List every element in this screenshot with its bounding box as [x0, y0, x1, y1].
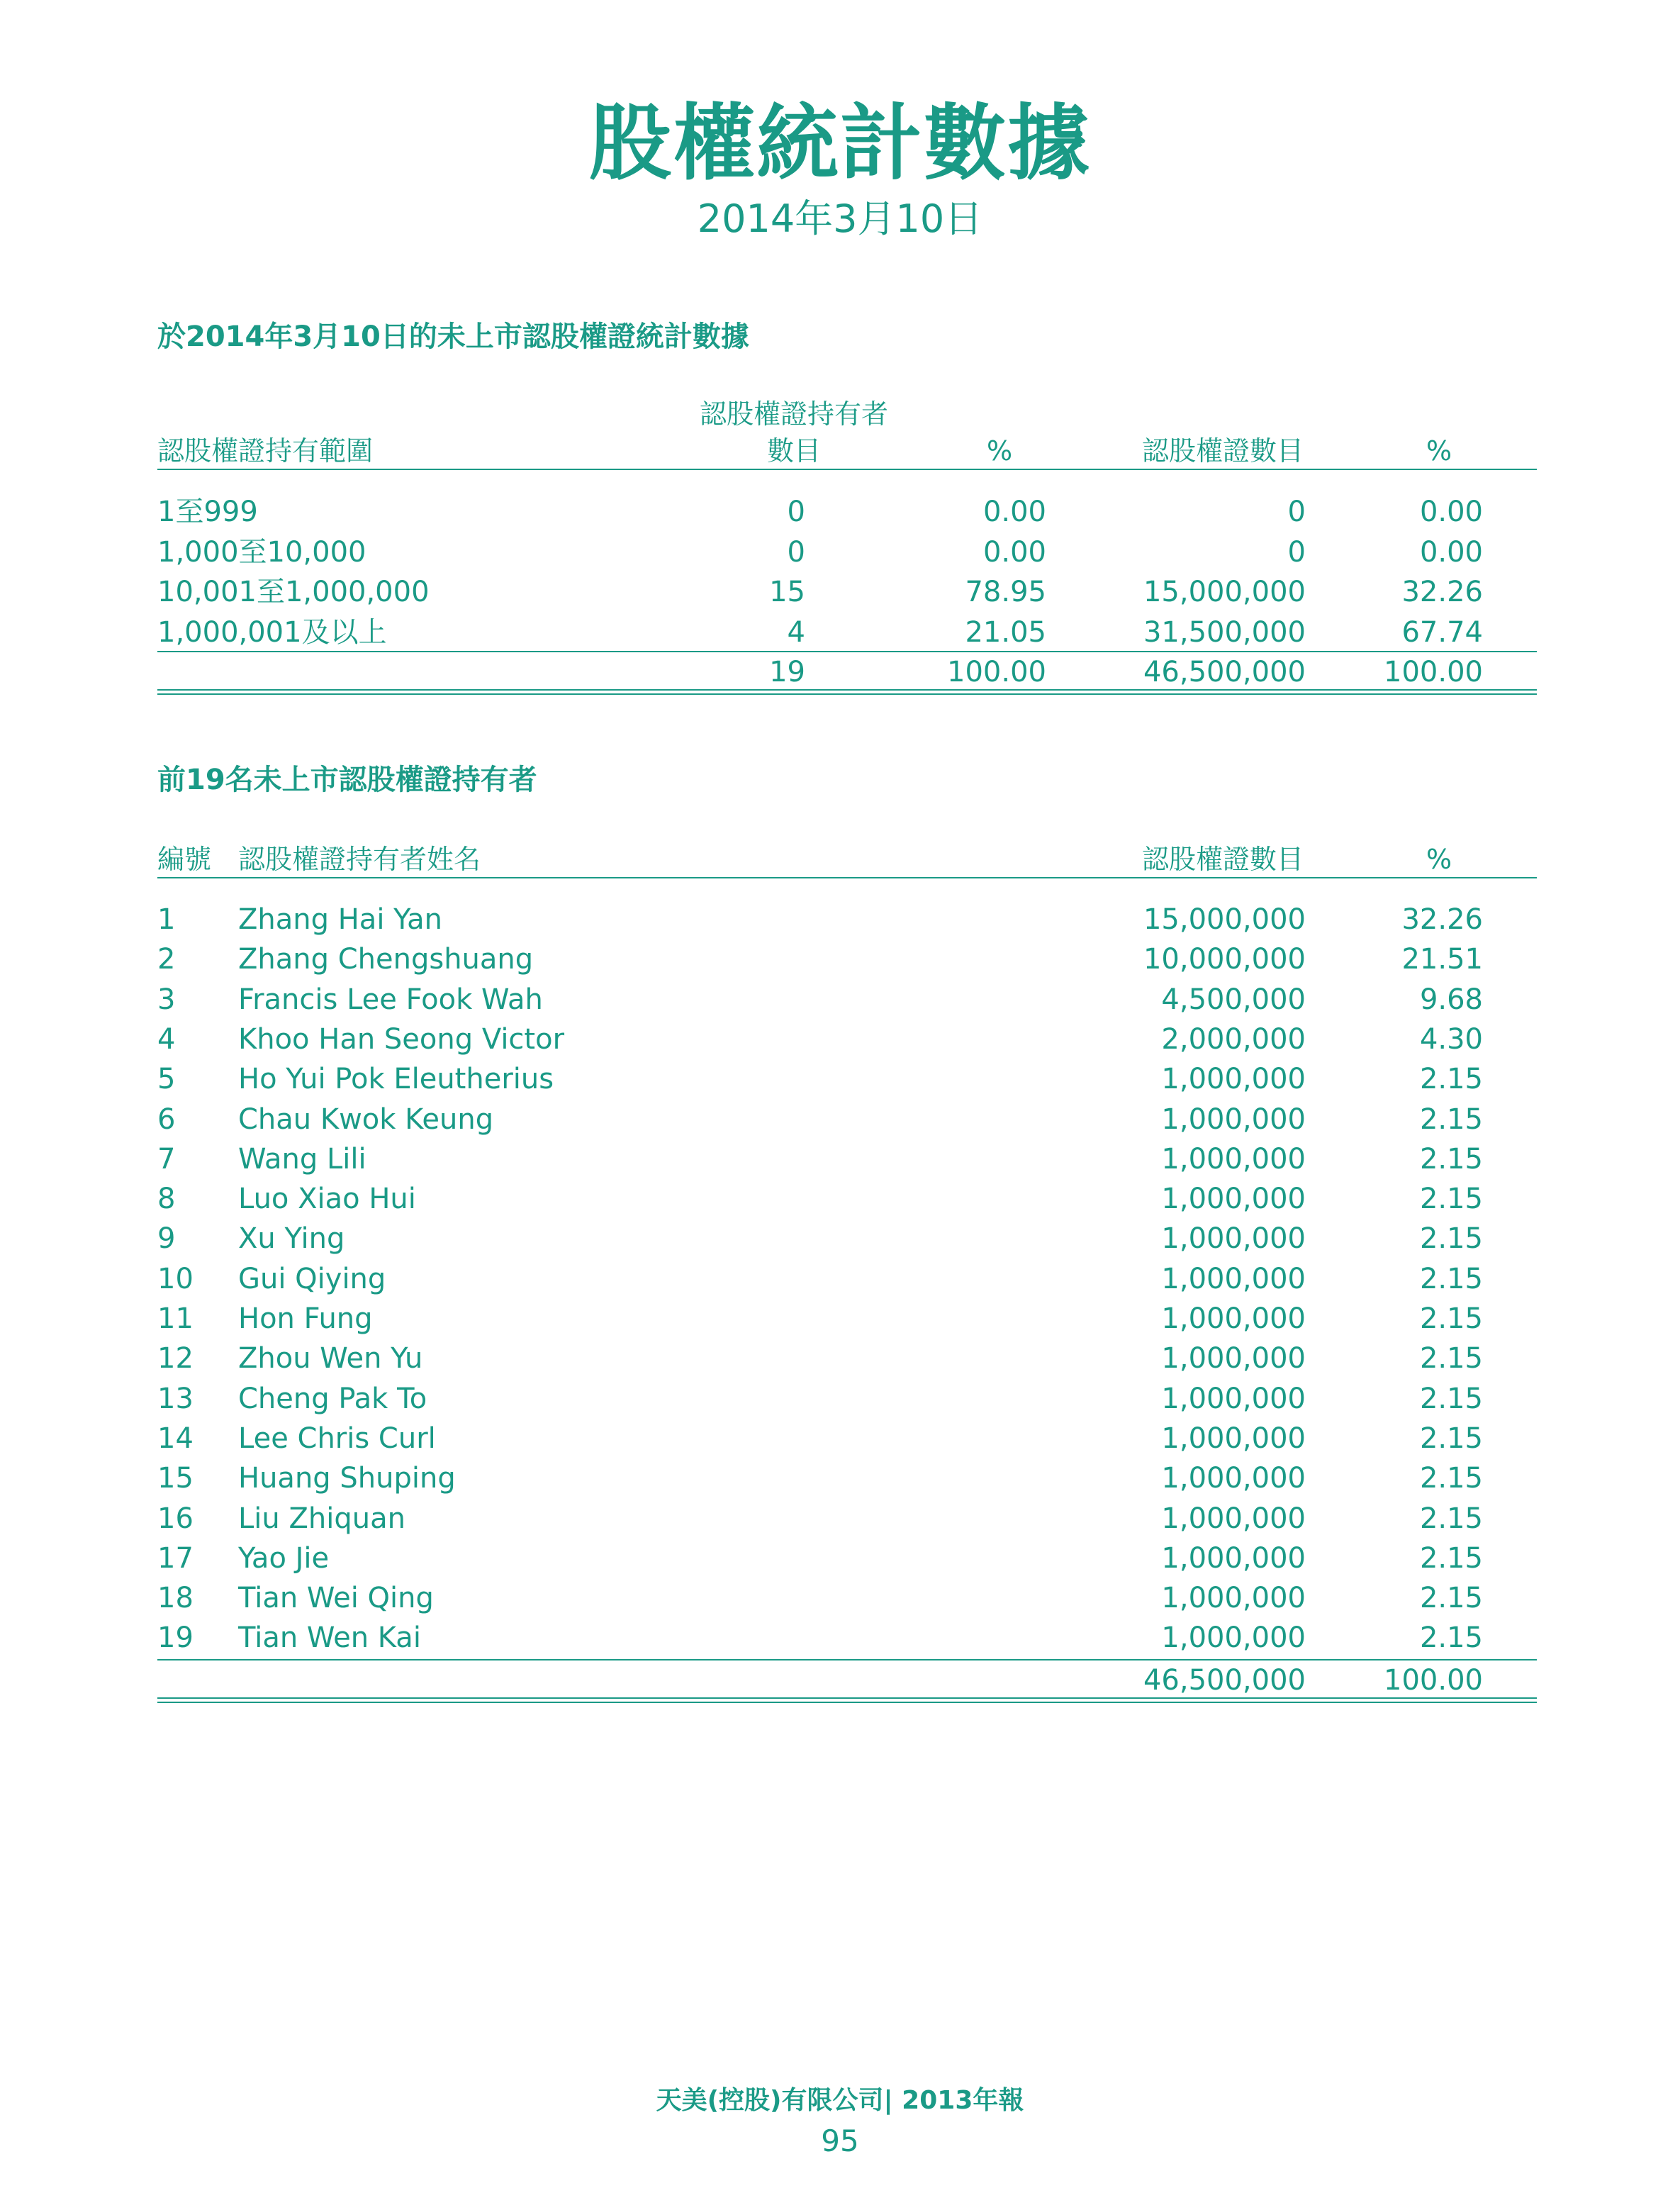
- pct-cell: 2.15: [1419, 1382, 1483, 1415]
- range-cell: 1,000至10,000: [157, 535, 366, 569]
- pct-cell: 2.15: [1419, 1183, 1483, 1216]
- holder-name: Tian Wen Kai: [238, 1622, 421, 1655]
- holder-name: Xu Ying: [238, 1222, 345, 1256]
- holder-name: Huang Shuping: [238, 1462, 456, 1495]
- warrants-cell: 1,000,000: [1161, 1222, 1306, 1256]
- row-number: 9: [157, 1222, 176, 1256]
- total-pct2: 100.00: [1384, 656, 1483, 688]
- holders-cell: 0: [787, 496, 805, 528]
- holder-name: Zhang Hai Yan: [238, 903, 442, 936]
- pct-cell: 2.15: [1419, 1462, 1483, 1495]
- pct-cell: 4.30: [1419, 1022, 1483, 1056]
- double-rule-bottom: [157, 693, 1537, 695]
- holders-cell: 0: [787, 535, 805, 569]
- section2-title: 前19名未上市認股權證持有者: [157, 764, 537, 796]
- section1-title: 於2014年3月10日的未上市認股權證統計數據: [157, 320, 749, 353]
- pct-cell: 9.68: [1419, 983, 1483, 1016]
- total-holders: 19: [769, 656, 805, 688]
- pct-cell: 2.15: [1419, 1142, 1483, 1176]
- pct-cell: 2.15: [1419, 1502, 1483, 1535]
- holder-name: Francis Lee Fook Wah: [238, 983, 543, 1016]
- holder-name: Cheng Pak To: [238, 1382, 427, 1415]
- holders-cell: 15: [769, 576, 805, 608]
- header-pct-2: %: [1426, 844, 1452, 875]
- range-cell: 10,001至1,000,000: [157, 576, 430, 608]
- warrants-cell: 1,000,000: [1161, 1541, 1306, 1575]
- pct-cell: 2.15: [1419, 1103, 1483, 1136]
- warrants-cell: 1,000,000: [1161, 1502, 1306, 1535]
- pct-cell: 2.15: [1419, 1222, 1483, 1256]
- holder-name: Hon Fung: [238, 1302, 373, 1335]
- total-warrants-2: 46,500,000: [1143, 1664, 1306, 1697]
- row-number: 3: [157, 983, 176, 1016]
- holder-name: Zhou Wen Yu: [238, 1342, 423, 1375]
- pct-cell: 2.15: [1419, 1622, 1483, 1655]
- header-holders-line2: 數目: [766, 435, 821, 467]
- pct-cell: 32.26: [1401, 903, 1483, 936]
- warrants-cell: 4,500,000: [1161, 983, 1306, 1016]
- warrants-cell: 1,000,000: [1161, 1183, 1306, 1216]
- header-warrants-2: 認股權證數目: [1141, 844, 1304, 875]
- pct-cell: 2.15: [1419, 1262, 1483, 1295]
- warrants-cell: 1,000,000: [1161, 1382, 1306, 1415]
- pct-cell: 2.15: [1419, 1541, 1483, 1575]
- pct2-cell: 0.00: [1419, 496, 1483, 528]
- header-no: 編號: [157, 844, 212, 875]
- header-pct2: %: [1426, 435, 1452, 467]
- row-number: 13: [157, 1382, 194, 1415]
- row-number: 1: [157, 903, 176, 936]
- page-date: 2014年3月10日: [697, 196, 983, 241]
- holder-name: Ho Yui Pok Eleutherius: [238, 1063, 554, 1096]
- double-rule-top-2: [157, 1697, 1537, 1699]
- warrants-cell: 1,000,000: [1161, 1063, 1306, 1096]
- row-number: 5: [157, 1063, 176, 1096]
- total-pct-2: 100.00: [1384, 1664, 1483, 1697]
- pct1-cell: 0.00: [982, 496, 1046, 528]
- row-number: 8: [157, 1183, 176, 1216]
- row-number: 10: [157, 1262, 194, 1295]
- warrants-cell: 2,000,000: [1161, 1022, 1306, 1056]
- row-number: 14: [157, 1422, 194, 1455]
- page-number: 95: [821, 2123, 859, 2158]
- header-name: 認股權證持有者姓名: [238, 844, 481, 875]
- row-number: 19: [157, 1622, 194, 1655]
- warrants-cell: 1,000,000: [1161, 1462, 1306, 1495]
- pct-cell: 2.15: [1419, 1063, 1483, 1096]
- holder-name: Chau Kwok Keung: [238, 1103, 494, 1136]
- pct-cell: 2.15: [1419, 1422, 1483, 1455]
- total-pct1: 100.00: [947, 656, 1046, 688]
- holder-name: Khoo Han Seong Victor: [238, 1022, 565, 1056]
- header-holders-line1: 認股權證持有者: [699, 398, 888, 430]
- pct-cell: 21.51: [1401, 943, 1483, 976]
- warrants-cell: 1,000,000: [1161, 1262, 1306, 1295]
- header-warrants: 認股權證數目: [1141, 435, 1304, 467]
- range-cell: 1至999: [157, 496, 258, 528]
- row-number: 15: [157, 1462, 194, 1495]
- row-number: 6: [157, 1103, 176, 1136]
- warrants-cell: 15,000,000: [1143, 576, 1306, 608]
- warrants-cell: 1,000,000: [1161, 1103, 1306, 1136]
- row-number: 11: [157, 1302, 194, 1335]
- warrants-cell: 0: [1287, 535, 1306, 569]
- pct-cell: 2.15: [1419, 1582, 1483, 1615]
- page-title: 股權統計數據: [589, 96, 1091, 191]
- row-number: 2: [157, 943, 176, 976]
- pct-cell: 2.15: [1419, 1342, 1483, 1375]
- double-rule-bottom-2: [157, 1702, 1537, 1703]
- holder-name: Luo Xiao Hui: [238, 1183, 416, 1216]
- pct1-cell: 78.95: [965, 576, 1046, 608]
- holder-name: Gui Qiying: [238, 1262, 386, 1295]
- holder-name: Zhang Chengshuang: [238, 943, 534, 976]
- double-rule-top: [157, 689, 1537, 691]
- pct2-cell: 0.00: [1419, 535, 1483, 569]
- holders-cell: 4: [787, 615, 805, 649]
- warrants-cell: 10,000,000: [1143, 943, 1306, 976]
- holder-name: Liu Zhiquan: [238, 1502, 405, 1535]
- range-cell: 1,000,001及以上: [157, 615, 387, 649]
- row-number: 18: [157, 1582, 194, 1615]
- pct-cell: 2.15: [1419, 1302, 1483, 1335]
- warrants-cell: 1,000,000: [1161, 1302, 1306, 1335]
- warrants-cell: 1,000,000: [1161, 1582, 1306, 1615]
- row-number: 17: [157, 1541, 194, 1575]
- row-number: 4: [157, 1022, 176, 1056]
- header-rule: [157, 469, 1537, 470]
- warrants-cell: 15,000,000: [1143, 903, 1306, 936]
- warrants-cell: 1,000,000: [1161, 1142, 1306, 1176]
- total-warrants: 46,500,000: [1143, 656, 1306, 688]
- holder-name: Wang Lili: [238, 1142, 366, 1176]
- holder-name: Tian Wei Qing: [238, 1582, 434, 1615]
- header-pct1: %: [986, 435, 1013, 467]
- header-rule-2: [157, 877, 1537, 878]
- pct2-cell: 67.74: [1401, 615, 1483, 649]
- total-rule-2: [157, 1659, 1537, 1660]
- holder-name: Lee Chris Curl: [238, 1422, 436, 1455]
- row-number: 16: [157, 1502, 194, 1535]
- pct1-cell: 21.05: [965, 615, 1046, 649]
- warrants-cell: 0: [1287, 496, 1306, 528]
- footer-company: 天美(控股)有限公司| 2013年報: [656, 2086, 1024, 2115]
- holder-name: Yao Jie: [238, 1541, 330, 1575]
- pct1-cell: 0.00: [982, 535, 1046, 569]
- header-range: 認股權證持有範圍: [157, 435, 374, 467]
- row-number: 12: [157, 1342, 194, 1375]
- warrants-cell: 31,500,000: [1143, 615, 1306, 649]
- row-number: 7: [157, 1142, 176, 1176]
- pct2-cell: 32.26: [1401, 576, 1483, 608]
- warrants-cell: 1,000,000: [1161, 1622, 1306, 1655]
- warrants-cell: 1,000,000: [1161, 1422, 1306, 1455]
- warrants-cell: 1,000,000: [1161, 1342, 1306, 1375]
- total-rule: [157, 651, 1537, 652]
